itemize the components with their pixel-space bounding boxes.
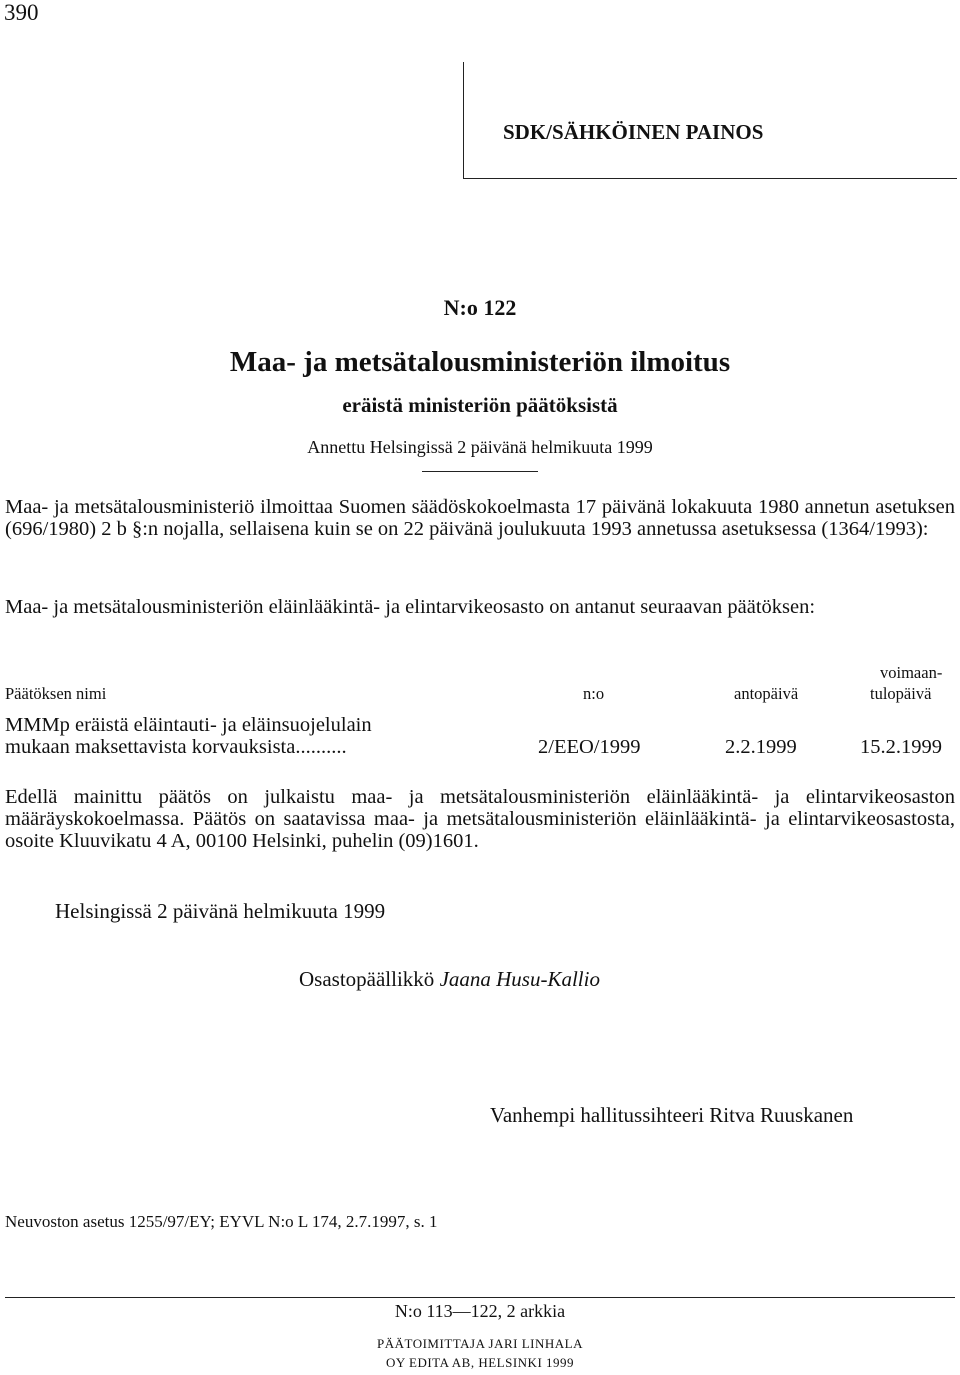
signer-1-title: Osastopäällikkö: [299, 967, 435, 991]
paragraph-publication-note: Edellä mainittu päätös on julkaistu maa- ja metsätalousministeriön eläinlääkintä- ja elintarvikeosaston määräyskokoelmassa. Päätös on saatavissa maa- ja metsätalousministeriön eläinlääkintä- ja elintarvikeosastosta, osoite Kluuvikatu 4 A, 00100 Helsinki, puhelin (09)1601.: [5, 786, 955, 852]
imprint-editor: PÄÄTOIMITTAJA JARI LINHALA: [377, 1336, 583, 1351]
imprint-publisher: OY EDITA AB, HELSINKI 1999: [385, 1355, 575, 1370]
table-header-name: Päätöksen nimi: [5, 684, 107, 703]
table-header-effective-line1: voimaan-: [880, 663, 943, 682]
signing-date-line: Helsingissä 2 päivänä helmikuuta 1999: [55, 899, 386, 923]
document-subtitle: eräistä ministeriön päätöksistä: [342, 393, 618, 417]
signer-2-title: Vanhempi hallitussihteeri: [490, 1103, 705, 1127]
table-row-name-line2: [5, 736, 347, 759]
footnote: Neuvoston asetus 1255/97/EY; EYVL N:o L 174, 2.7.1997, s. 1: [5, 1212, 438, 1231]
document-title: Maa- ja metsätalousministeriön ilmoitus: [229, 346, 731, 378]
title-divider: [422, 471, 538, 472]
table-header-effective-line2: tulopäivä: [870, 684, 932, 703]
table-header-issued: antopäivä: [734, 684, 799, 703]
table-header-number: n:o: [583, 684, 605, 703]
issue-line: N:o 113—122, 2 arkkia: [394, 1301, 566, 1321]
table-row-name-text: mukaan maksettavista korvauksista: [5, 736, 296, 758]
page-number: 390: [4, 0, 39, 25]
table-cell-effective: 15.2.1999: [860, 736, 942, 758]
statute-number: N:o 122: [443, 295, 517, 320]
table-cell-issued: 2.2.1999: [725, 736, 797, 758]
paragraph-intro: Maa- ja metsätalousministeriö ilmoittaa Suomen säädöskokoelmasta 17 päivänä lokakuuta 1980 annetun asetuksen (696/1980) 2 b §:n nojalla, sellaisena kuin se on 22 päivänä joulukuuta 1993 annetussa asetuksessa (1364/1993):: [5, 496, 955, 540]
footer-divider: [5, 1297, 955, 1298]
table-row-name-line1: MMMp eräistä eläintauti- ja eläinsuojelulain: [5, 714, 372, 736]
table-cell-number: 2/EEO/1999: [538, 736, 641, 758]
signer-2-name: Ritva Ruuskanen: [709, 1103, 854, 1127]
signature-block-2: [490, 1103, 853, 1128]
signature-block-1: [299, 967, 600, 992]
edition-label: SDK/SÄHKÖINEN PAINOS: [503, 120, 764, 144]
given-date-line: Annettu Helsingissä 2 päivänä helmikuuta 1999: [307, 437, 653, 457]
dot-leader: ..........: [295, 736, 347, 758]
paragraph-decision-intro: Maa- ja metsätalousministeriön eläinlääkintä- ja elintarvikeosasto on antanut seuraavan päätöksen:: [5, 596, 816, 618]
signer-1-name: Jaana Husu-Kallio: [439, 967, 600, 991]
